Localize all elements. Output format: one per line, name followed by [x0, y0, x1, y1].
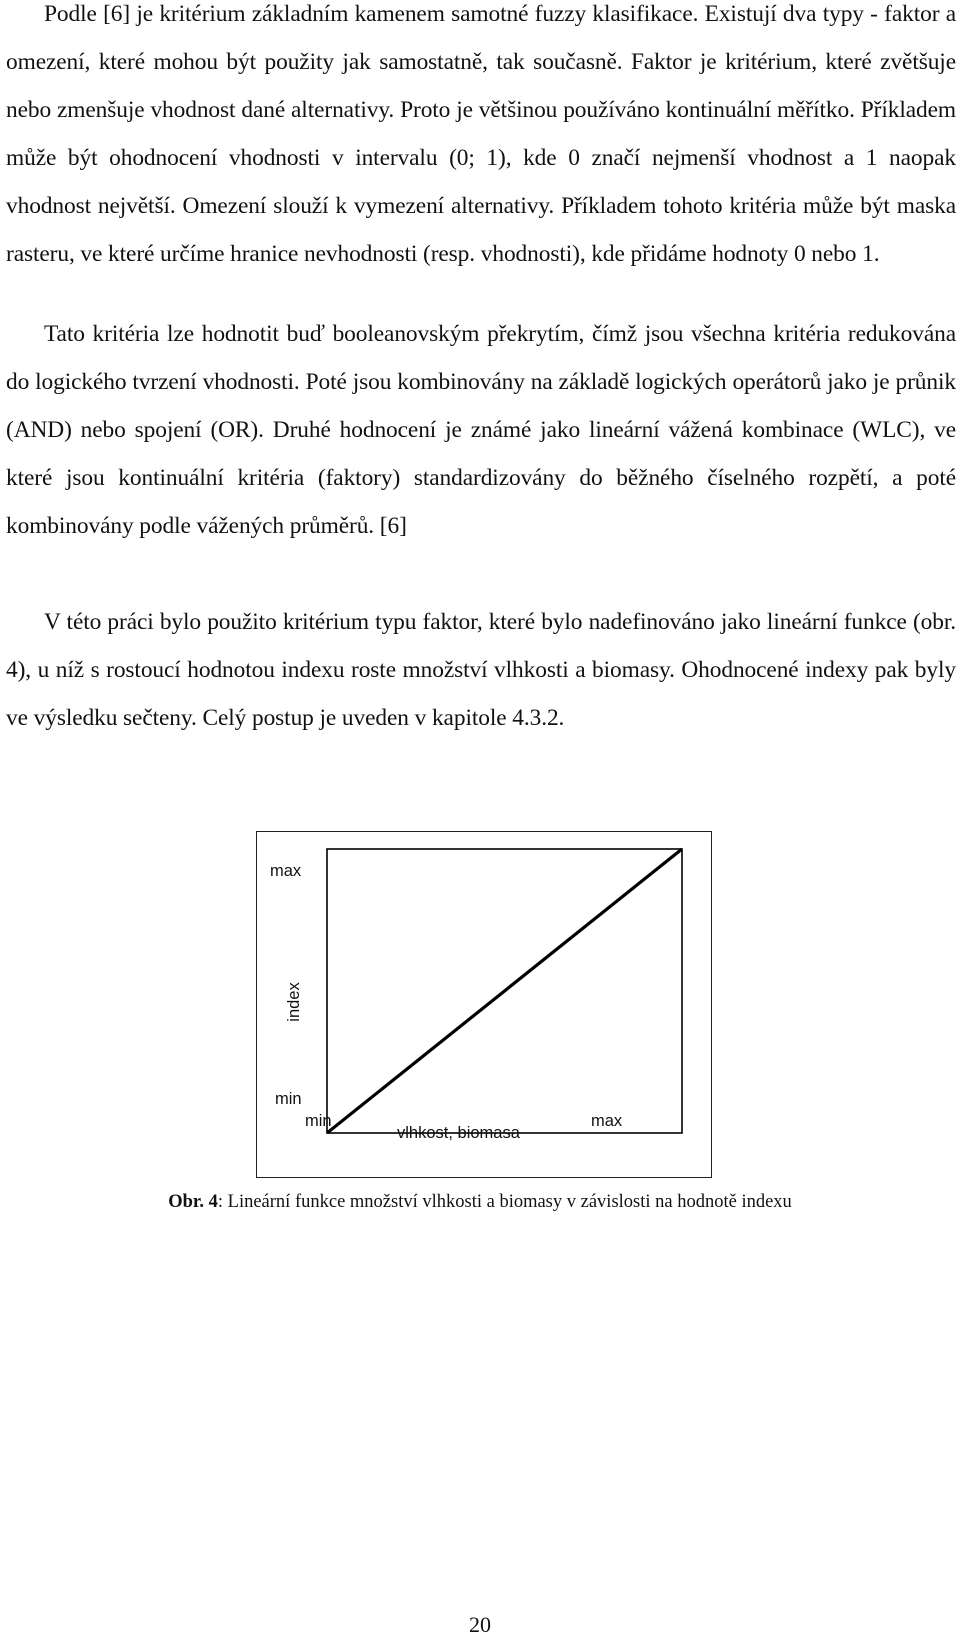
page-number: 20 — [469, 1612, 491, 1637]
paragraph-criteria: Podle [6] je kritérium základním kamenem samotné fuzzy klasifikace. Existují dva typy - faktor a omezení, které mohou být použity jak samostatně, tak současně. Faktor je kritérium, které zvětšuje nebo zmenšuje vhodnost dané alternativy. Proto je většinou používáno kontinuální měřítko. Příkladem může být ohodnocení vhodnosti v intervalu (0; 1), kde 0 značí nejmenší vhodnost a 1 naopak vhodnost největší. Omezení slouží k vymezení alternativy. Příkladem tohoto kritéria může být maska rasteru, ve které určíme hranice nevhodnosti (resp. vhodnosti), kde přidáme hodnoty 0 nebo 1. — [6, 1, 956, 267]
paragraph-evaluation: Tato kritéria lze hodnotit buď booleanovským překrytím, čímž jsou všechna kritéria redukována do logického tvrzení vhodnosti. Poté jsou kombinovány na základě logických operátorů jako je průnik (AND) nebo spojení (OR). Druhé hodnocení je známé jako lineární vážená kombinace (WLC), ve které jsou kontinuální kritéria (faktory) standardizovány do běžného číselného rozpětí, a poté kombinovány podle vážených průměrů. [6] — [6, 321, 956, 539]
caption-text: : Lineární funkce množství vlhkosti a biomasy v závislosti na hodnotě indexu — [217, 1192, 792, 1212]
paragraph-method: V této práci bylo použito kritérium typu faktor, které bylo nadefinováno jako lineární funkce (obr. 4), u níž s rostoucí hodnotou indexu roste množství vlhkosti a biomasy. Ohodnocené indexy pak byly ve výsledku sečteny. Celý postup je uveden v kapitole 4.3.2. — [6, 609, 956, 731]
figure-caption — [0, 1192, 960, 1213]
x-min-label: min — [305, 1112, 332, 1130]
x-axis-label: vlhkost, biomasa — [397, 1124, 520, 1142]
figure-linear-function — [256, 831, 712, 1178]
y-min-label: min — [275, 1090, 302, 1108]
linear-function-line — [327, 849, 682, 1133]
x-max-label: max — [591, 1112, 623, 1130]
y-axis-label: index — [285, 982, 303, 1022]
caption-prefix: Obr. 4 — [168, 1192, 218, 1212]
linear-function-chart — [257, 832, 713, 1179]
y-max-label: max — [270, 862, 302, 880]
